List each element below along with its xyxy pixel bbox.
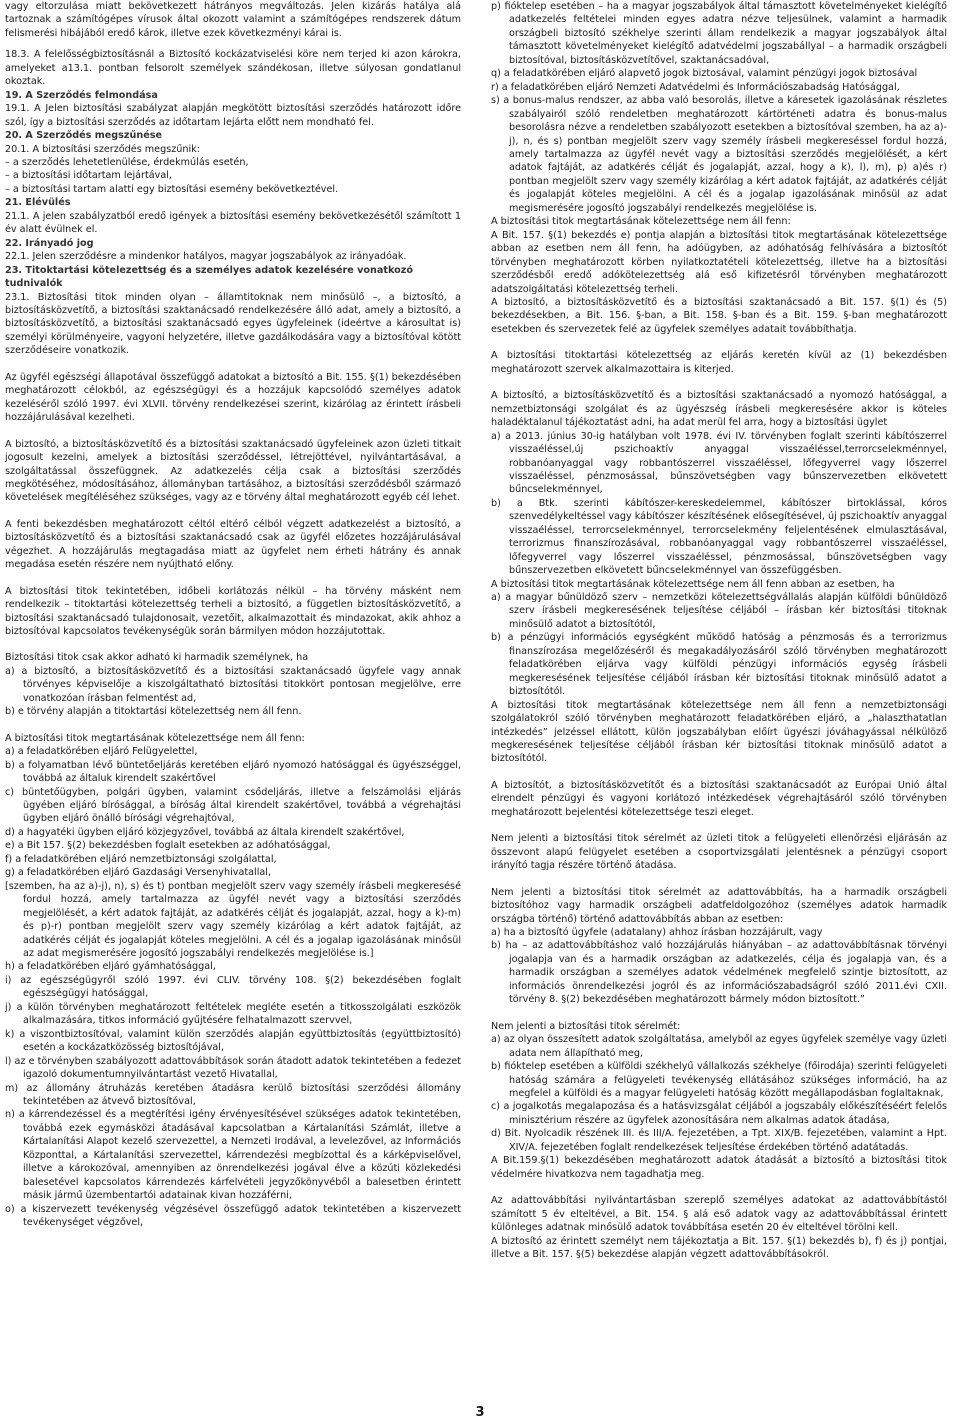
- list-item: p) fióktelep esetében – ha a magyar jogszabályok által támasztott követelményeket kielégítő adatkezelés feltételei minden egyes adatra nézve teljesülnek, valamint a harmadik országbeli biztosító székhelye szerinti állam rendelkezik a magyar jogszabályok által támasztott követelményeket kielégítő adatvédelmi jogszabállyal – a harmadik országbeli biztosítóval, biztosításközvetítővel, szaktanácsadóval,: [491, 1, 947, 66]
- list-item: c) büntetőügyben, polgári ügyben, valamint csődeljárás, illetve a felszámolási eljárás ügyében eljáró bírósággal, a bíróság által kirendelt szakértővel, továbbá a végrehajtási ügyben eljáró önálló bírósági végrehajtóval,: [5, 786, 461, 825]
- paragraph: A biztosító, a biztosításközvetítő és a biztosítási szaktanácsadó a nyomozó hatósággal, a nemzetbiztonsági szolgálat és az ügyészség írásbeli megkeresésére akkor is köteles haladéktalanul tájékoztatást adni, ha adat merül fel arra, hogy a biztosítási ügylet: [491, 390, 947, 429]
- list-item: h) a feladatkörében eljáró gyámhatósággal,: [5, 961, 216, 973]
- list-item: b) ha – az adattovábbításhoz való hozzájárulás hiányában – az adattovábbításnak törvényi jogalapja van és a harmadik országban az adatkezelés, célja és jogalapja van, és a harmadik országban a személyes adatok védelmének megfelelő szintje biztosított, az információs önrendelkezési jogról és az információszabadságról szóló 2011.évi CXII. törvény 8. §(2) bekezdésében meghatározott bármely módon biztosított.”: [491, 940, 947, 1006]
- list-item: b) e törvény alapján a titoktartási kötelezettség nem áll fenn.: [5, 706, 302, 718]
- paragraph: Az adattovábbítási nyilvántartásban szereplő személyes adatokat az adattovábbítástól számított 5 év elteltével, a Bit. 154. § alá eső adatok vagy az adattovábbítással érintett különleges adatnak minősülő adatok továbbítása esetén 20 év elteltével törölni kell.: [491, 1195, 947, 1234]
- paragraph: Az ügyfél egészségi állapotával összefüggő adatokat a biztosító a Bit. 155. §(1) bekezdésében meghatározott célokból, az egészségügyi és a hozzájuk kapcsolódó személyes adatok kezeléséről szóló 1997. évi XLVII. törvény rendelkezései szerint, kizárólag az érintett írásbeli hozzájárulásával kezelheti.: [5, 371, 461, 424]
- list-item: d) Bit. Nyolcadik részének III. és III/A. fejezetében, a Tpt. XIX/B. fejezetében, valamint a Hpt. XIV/A. fejezetében foglalt rendelkezések teljesítése érdekében történő adatátadás.: [491, 1128, 947, 1153]
- list-item: b) a folyamatban lévő büntetőeljárás keretében eljáró nyomozó hatósággal és ügyészséggel, továbbá az általuk kirendelt szakértővel: [5, 759, 461, 785]
- paragraph: A biztosítási titok megtartásának kötelezettsége nem áll fenn:: [5, 732, 305, 744]
- paragraph: Biztosítási titok csak akkor adható ki harmadik személynek, ha: [5, 652, 309, 664]
- paragraph: 19.1. A Jelen biztosítási szabályzat alapján megkötött biztosítási szerződés határozott időre szól, így a biztosítási szerződés az időtartam lejárta előtt nem mondható fel.: [5, 103, 461, 128]
- dash-item: – a szerződés lehetetlenülése, érdekmúlás esetén,: [5, 156, 249, 168]
- paragraph: Nem jelenti a biztosítási titok sérelmét az üzleti titok a felügyeleti ellenőrzési eljárásán az összevont alapú felügyelet esetében a csoportvizsgálati jelentésnek a pénzügyi csoport irányító tagja részére történő átadása.: [491, 833, 947, 872]
- section-heading: 21. Elévülés: [5, 197, 71, 209]
- left-column: [5, 0, 461, 1230]
- list-item: a) a magyar bűnüldöző szerv – nemzetközi kötelezettségvállalás alapján külföldi bűnüldöző szerv írásbeli megkeresésének teljesítése céljából – írásban kér biztosítási titoknak minősülő adatot a biztosítótól,: [491, 592, 947, 630]
- dash-item: – a biztosítási tartam alatti egy biztosítási esemény bekövetkeztével.: [5, 183, 339, 195]
- paragraph: A biztosítási titok tekintetében, időbeli korlátozás nélkül – ha törvény másként nem rendelkezik – titoktartási kötelezettség terheli a biztosító, a független biztosításközvetítő, a biztosítási szaktanácsadó tulajdonosait, vezetőit, alkalmazottait és mindazokat, akik ahhoz a biztosítóval kapcsolatos tevékenységük során bármilyen módon hozzájutottak.: [5, 585, 461, 638]
- list-item: b) a pénzügyi információs egységként működő hatóság a pénzmosás és a terrorizmus finanszírozása megelőzéséről és megakadályozásáról szóló törvényben meghatározott feladatkörében eljárva vagy külföldi pénzügyi információs egység írásbeli megkeresésének teljesítése céljából írásban kér biztosítási titoknak minősülő adatot a biztosítótól.: [491, 632, 947, 698]
- list-item: f) a feladatkörében eljáró nemzetbiztonsági szolgálattal,: [5, 853, 277, 865]
- paragraph: A biztosítási titok megtartásának kötelezettsége nem áll fenn abban az esetben, ha: [491, 578, 895, 590]
- paragraph: Nem jelenti a biztosítási titok sérelmét:: [491, 1020, 681, 1032]
- list-item: r) a feladatkörében eljáró Nemzeti Adatvédelmi és Információszabadság Hatósággal,: [491, 81, 900, 93]
- paragraph: 22.1. Jelen szerződésre a mindenkor hatályos, magyar jogszabályok az irányadóak.: [5, 251, 407, 263]
- section-heading: 23. Titoktartási kötelezettség és a személyes adatok kezelésére vonatkozó tudnivalók: [5, 264, 413, 290]
- list-item: l) az e törvényben szabályozott adattovábbítások során átadott adatok tekintetében a fedezet igazoló dokumentumnyilvántartást vezető Hivatallal,: [5, 1055, 461, 1081]
- section-heading: 22. Irányadó jog: [5, 237, 94, 249]
- dash-item: – a biztosítási időtartam lejártával,: [5, 170, 172, 182]
- paragraph: vagy eltorzulása miatt bekövetkezett hátrányos megváltozás. Jelen kizárás hatálya alá tartoznak a számítógépes vírusok által okozott valamint a számítógépes rendszerek dátum felismerési hibájából eredő károk, illetve ezek következményi kárai is.: [5, 1, 461, 39]
- paragraph: A biztosító, a biztosításközvetítő és a biztosítási szaktanácsadó ügyfeleinek azon üzleti titkait jogosult kezelni, amelyek a biztosítási szerződéssel, létrejöttével, nyilvántartásával, a szolgáltatással összefüggnek. Az adatkezelés célja csak a biztosítási szerződés megkötéséhez, módosításához, állományban tartásához, a biztosítási szerződésből származó követelések megítéléséhez szükséges, vagy az e törvény által meghatározott egyéb cél lehet.: [5, 438, 461, 504]
- list-item: c) a jogalkotás megalapozása és a hatásvizsgálat céljából a jogszabály előkészítéséért felelős minisztérium részére az ügyfelek azonosítására nem alkalmas adatok átadása,: [491, 1101, 947, 1126]
- list-item: g) a feladatkörében eljáró Gazdasági Versenyhivatallal,: [5, 867, 272, 879]
- list-item: [szemben, ha az a)-j), n), s) és t) pontban megjelölt szerv vagy személy írásbeli megkeresésé fordul hozzá, amely tartalmazza az ügyfél nevét vagy a biztosítási szerződés megjelölését, a kért adatok fajtáját, az adatkérés célját és jogalapját, azzal, hogy a k)-m) és p)-r) pontban megjelölt szerv vagy személy kizárólag a kért adatok fajtáját, az adatkérés célját és jogalapját köteles megjelölni. A cél és a jogalap igazolásának minősül az adat megismerésére jogosító jogszabályi rendelkezés megjelölése is.]: [5, 880, 461, 959]
- paragraph: A Bit.159.§(1) bekezdésében meghatározott adatok átadását a biztosító a biztosítási titok védelmére hivatkozva nem tagadhatja meg.: [491, 1155, 947, 1180]
- paragraph: A biztosítót, a biztosításközvetítőt és a biztosítási szaktanácsadót az Európai Unió által elrendelt pénzügyi és vagyoni korlátozó intézkedések végrehajtásáról szóló törvényben meghatározott bejelentési kötelezettsége teszi eleget.: [491, 779, 947, 818]
- right-column: [491, 0, 947, 1261]
- paragraph: Nem jelenti a biztosítási titok sérelmét az adattovábbítás, ha a harmadik országbeli biztosítóhoz vagy harmadik országbeli adatfeldolgozóhoz (személyes adatok harmadik országba történő) történő adattovábbítás abban az esetben:: [491, 886, 947, 925]
- paragraph: 21.1. A jelen szabályzatból eredő igények a biztosítási esemény bekövetkezésétől számított 1 év alatt évülnek el.: [5, 210, 461, 236]
- list-item: s) a bonus-malus rendszer, az abba való besorolás, illetve a káresetek igazolásának részletes szabályairól szóló rendeletben meghatározott kártörténeti adatra és bonus-malus besorolásra nézve a rendeletben szabályozott esetekben a biztosítóval szemben, ha az a)-j), n, és s) pontban megjelölt szerv vagy személy írásbeli megkereséssel fordul hozzá, amely tartalmazza az ügyfél nevét vagy a biztosítási szerződés megjelölését, a kért adatok fajtáját, az adatkérés célját és jogalapját, azzal, hogy a k), l), m), p) a)és r) pontban megjelölt szerv vagy személy kizárólag a kért adatok fajtáját, az adatkérés célját és jogalapját köteles megjelölni. A cél és a jogalap igazolásának minősül az adat megismerésére jogosító jogszabályi rendelkezés megjelölése is.: [491, 95, 947, 214]
- section-heading: 20. A Szerződés megszűnése: [5, 130, 162, 142]
- list-item: a) a biztosító, a biztosításközvetítő és a biztosítási szaktanácsadó ügyfele vagy annak törvényes képviselője a kiszolgáltatható biztosítási titokkört pontosan megjelölve, erre vonatkozóan írásban felmentést ad,: [5, 665, 461, 704]
- paragraph: 23.1. Biztosítási titok minden olyan – államtitoknak nem minősülő –, a biztosító, a biztosításközvetítő, a biztosítási szaktanácsadó rendelkezésére álló adat, amely a biztosító, a biztosításközvetítő, a biztosítási szaktanácsadó egyes ügyfeleinek (ideértve a károsultat is) személyi körülményeire, vagyoni helyzetére, illetve gazdálkodására vagy a biztosítóval kötött szerződéseire vonatkozik.: [5, 291, 461, 357]
- list-item: d) a hagyatéki ügyben eljáró közjegyzővel, továbbá az általa kirendelt szakértővel,: [5, 826, 405, 838]
- list-item: a) az olyan összesített adatok szolgáltatása, amelyből az egyes ügyfelek személye vagy üzleti adata nem állapítható meg,: [491, 1034, 947, 1059]
- paragraph: 20.1. A biztosítási szerződés megszűnik:: [5, 143, 200, 155]
- page-number: 3: [475, 1405, 485, 1420]
- list-item: a) a 2013. június 30-ig hatályban volt 1978. évi IV. törvényben foglalt szerinti kábítószerrel visszaéléssel,új pszichoaktív anyaggal visszaéléssel,terrorcselekménnyel, robbanóanyaggal vagy robbantószerrel visszaéléssel, lőfegyverrel vagy lőszerrel visszaéléssel, pénzmosással, bűnszövetségben vagy bűnszervezetben elkövetett bűncselekménnyel,: [491, 430, 947, 496]
- paragraph: A Bit. 157. §(1) bekezdés e) pontja alapján a biztosítási titok megtartásának kötelezettsége abban az esetben nem áll fenn, ha adóügyben, az adóhatóság felhívására a biztosítót törvényben meghatározott körben nyilatkoztatételi kötelezettség, illetve ha a biztosítási szerződésből eredő adókötelezettség alá eső kifizetésről törvényben meghatározott adatszolgáltatási kötelezettség terheli.: [491, 229, 947, 295]
- paragraph: A biztosító az érintett személyt nem tájékoztatja a Bit. 157. §(1) bekezdés b), f) és j) pontjai, illetve a Bit. 157. §(5) bekezdése alapján végzett adattovábbításokról.: [491, 1235, 947, 1260]
- list-item: m) az állomány átruházás keretében átadásra kerülő biztosítási szerződési állomány tekintetében az átvevő biztosítóval,: [5, 1082, 461, 1107]
- section-heading: 19. A Szerződés felmondása: [5, 89, 158, 101]
- list-item: o) a kiszervezett tevékenység végzésével összefüggő adatok tekintetében a kiszervezett tevékenységet végzővel,: [5, 1203, 461, 1229]
- list-item: k) a viszontbiztosítóval, valamint külön szerződés alapján együttbiztosítás (együttbiztosító) esetén a kockázatközösség biztosítójával,: [5, 1028, 461, 1054]
- list-item: q) a feladatkörében eljáró alapvető jogok biztosával, valamint pénzügyi jogok biztosával: [491, 68, 918, 80]
- paragraph: A biztosítási titoktartási kötelezettség az eljárás keretén kívül az (1) bekezdésben meghatározott szervek alkalmazottaira is kiterjed.: [491, 350, 947, 375]
- paragraph: 18.3. A felelősségbiztosításnál a Biztosító kockázatviselési köre nem terjed ki azon károkra, amelyeket a13.1. pontban felsorolt személyek szándékosan, illetve súlyosan gondatlanul okoztak.: [5, 49, 461, 88]
- list-item: b) a Btk. szerinti kábítószer-kereskedelemmel, kábítószer birtoklással, kóros szenvedélykeltéssel vagy kábítószer készítésének elősegítésével, új pszichoaktív anyaggal visszaéléssel, terrorcselekménnyel, terrorcselekmény feljelentésének elmulasztásával, terrorizmus finanszírozásával, robbanóanyaggal vagy robbantószerrel visszaéléssel, lőfegyverrel vagy lőszerrel visszaéléssel, pénzmosással, bűnszövetségben vagy bűnszervezetben elkövetett bűncselekménnyel van összefüggésben.: [491, 497, 947, 577]
- list-item: e) a Bit 157. §(2) bekezdésben foglalt esetekben az adóhatósággal,: [5, 840, 331, 852]
- paragraph: A biztosítási titok megtartásának kötelezettsége nem áll fenn:: [491, 216, 791, 228]
- list-item: a) ha a biztosító ügyfele (adatalany) ahhoz írásban hozzájárult, vagy: [491, 927, 823, 938]
- paragraph: A biztosítási titok megtartásának kötelezettsége nem áll fenn a nemzetbiztonsági szolgálatokról szóló törvényben meghatározott feladatkörében eljáró, a „halaszthatatlan intézkedés” jelzéssel ellátott, külön jogszabályban előírt ügyészi jóváhagyással nélkülöző megkeresésének teljesítése céljából írásban kér biztosítási titoknak minősülő adatot a biztosítótól.: [491, 699, 947, 765]
- paragraph: A fenti bekezdésben meghatározott céltól eltérő célból végzett adatkezelést a biztosító, a biztosításközvetítő és a biztosítási szaktanácsadó csak az ügyfél előzetes hozzájárulásával végezhet. A hozzájárulás megtagadása miatt az ügyfelet nem érheti hátrány és annak megadása esetén részére nem nyújtható előny.: [5, 518, 461, 571]
- list-item: a) a feladatkörében eljáró Felügyelettel,: [5, 746, 198, 758]
- list-item: n) a kárrendezéssel és a megtérítési igény érvényesítésével szükséges adatok tekintetében, továbbá ezek egymásközi átadásával kapcsolatban a Kártalanítási Számlát, illetve a Kártalanítási Alapot kezelő szervezettel, a Nemzeti Irodával, a levelezővel, az Információs Központtal, a Kártalanítási szervezettel, kárrendezési megbízottal és a kárképviselővel, illetve a károkozóval, amennyiben az önrendelkezési jogával élve a közúti közlekedési balesetével kapcsolatos kárrendezés kárfelvételi jegyzőkönyvéből a balesetben érintett másik jármű üzembentartói adatainak kivan hozzáférni,: [5, 1109, 461, 1202]
- list-item: b) fióktelep esetében a külföldi székhelyű vállalkozás székhelye (főirodája) szerinti felügyeleti hatóság számára a felügyeleti tevékenység ellátásához szükséges információ, ha az megfelel a külföldi és a magyar felügyeleti hatóság között megállapodásban foglaltaknak,: [491, 1061, 947, 1099]
- list-item: i) az egészségügyről szóló 1997. évi CLIV. törvény 108. §(2) bekezdésében foglalt egészségügyi hatósággal,: [5, 974, 461, 1000]
- paragraph: A biztosító, a biztosításközvetítő és a biztosítási szaktanácsadó a Bit. 157. §(1) és (5) bekezdésekben, a Bit. 156. §-ban, a Bit. 158. §-ban és a Bit. 159. §-ban meghatározott esetekben és szervezetek felé az ügyfelek személyes adatait továbbíthatja.: [491, 296, 947, 335]
- list-item: j) a külön törvényben meghatározott feltételek megléte esetén a titkosszolgálati eszközök alkalmazására, titkos információ gyűjtésére felhatalmazott szervvel,: [5, 1001, 461, 1027]
